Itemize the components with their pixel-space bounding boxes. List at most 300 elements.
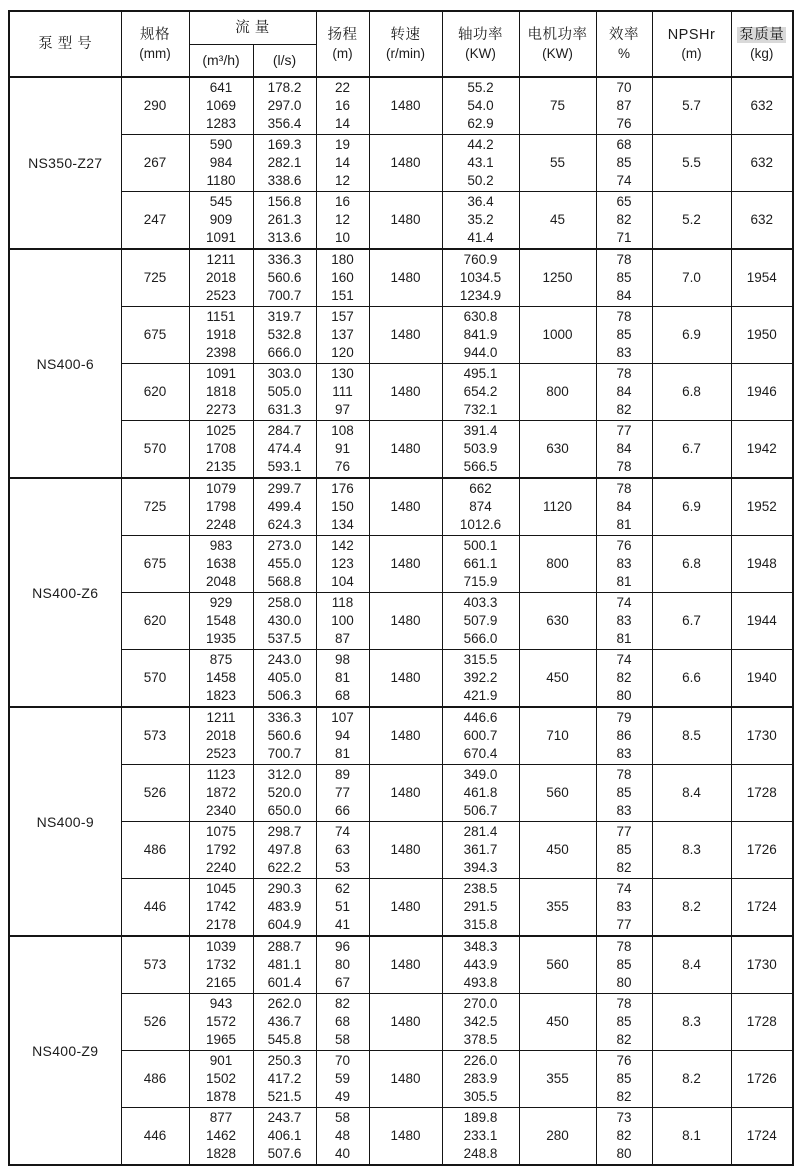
head-cell-value: 120 (331, 345, 354, 360)
speed-cell: 1480 (369, 1051, 442, 1108)
flow-ls-cell (253, 765, 316, 822)
shaft-power-cell-value: 361.7 (463, 842, 498, 857)
motor-power-cell: 355 (519, 1051, 596, 1108)
efficiency-cell (596, 822, 652, 879)
flow-m3h-cell-value: 1091 (205, 366, 237, 381)
flow-m3h-cell-value: 1828 (205, 1146, 237, 1161)
spec-cell: 486 (121, 1051, 189, 1108)
efficiency-cell-value: 81 (616, 631, 632, 646)
efficiency-cell-value: 78 (616, 996, 632, 1011)
efficiency-cell-value: 74 (616, 595, 632, 610)
head-cell (316, 707, 369, 765)
shaft-power-cell-value: 349.0 (463, 767, 498, 782)
header-shaft-power (442, 11, 519, 77)
npshr-cell: 8.5 (652, 707, 731, 765)
efficiency-cell-value: 71 (616, 230, 632, 245)
efficiency-cell-value: 85 (616, 1071, 632, 1086)
efficiency-cell-value: 78 (616, 459, 632, 474)
shaft-power-cell-value: 41.4 (467, 230, 494, 245)
spec-cell: 570 (121, 650, 189, 708)
head-cell-value: 49 (334, 1089, 351, 1104)
npshr-cell: 6.9 (652, 478, 731, 536)
shaft-power-cell-value: 233.1 (463, 1128, 498, 1143)
npshr-cell: 8.2 (652, 1051, 731, 1108)
head-cell-value: 40 (334, 1146, 351, 1161)
header-efficiency-label: 效率 (609, 26, 639, 43)
efficiency-cell-value: 76 (616, 538, 632, 553)
spec-cell: 725 (121, 249, 189, 307)
npshr-cell: 5.2 (652, 192, 731, 250)
flow-m3h-cell-value: 1572 (205, 1014, 237, 1029)
flow-ls-cell-value: 497.8 (267, 842, 302, 857)
efficiency-cell (596, 936, 652, 994)
shaft-power-cell-value: 566.5 (463, 459, 498, 474)
shaft-power-cell (442, 936, 519, 994)
motor-power-cell: 560 (519, 936, 596, 994)
flow-m3h-cell-value: 2018 (205, 728, 237, 743)
flow-ls-cell-value: 250.3 (267, 1053, 302, 1068)
flow-ls-cell-value: 273.0 (267, 538, 302, 553)
spec-row (9, 364, 793, 421)
header-speed-unit: (r/min) (386, 45, 425, 61)
flow-m3h-cell-value: 1548 (205, 613, 237, 628)
mass-cell: 1952 (731, 478, 793, 536)
speed-cell: 1480 (369, 192, 442, 250)
spec-row (9, 593, 793, 650)
head-cell-value: 100 (331, 613, 354, 628)
flow-ls-cell-value: 666.0 (267, 345, 302, 360)
efficiency-cell-value: 73 (616, 1110, 632, 1125)
header-motor-power (519, 11, 596, 77)
head-cell-value: 48 (334, 1128, 351, 1143)
shaft-power-cell-value: 1234.9 (459, 288, 502, 303)
head-cell-value: 66 (334, 803, 351, 818)
flow-m3h-cell-value: 2178 (205, 917, 237, 932)
header-npshr (652, 11, 731, 77)
flow-ls-cell-value: 169.3 (267, 137, 302, 152)
efficiency-cell-value: 77 (616, 423, 632, 438)
efficiency-cell (596, 593, 652, 650)
spec-row (9, 307, 793, 364)
shaft-power-cell-value: 43.1 (467, 155, 494, 170)
npshr-cell: 6.9 (652, 307, 731, 364)
flow-ls-cell (253, 1051, 316, 1108)
speed-cell: 1480 (369, 650, 442, 708)
head-cell (316, 936, 369, 994)
flow-ls-cell (253, 192, 316, 250)
motor-power-cell: 630 (519, 593, 596, 650)
flow-m3h-cell-value: 2135 (205, 459, 237, 474)
head-cell-value: 98 (334, 652, 351, 667)
head-cell-value: 87 (334, 631, 351, 646)
speed-cell: 1480 (369, 936, 442, 994)
flow-ls-cell-value: 319.7 (267, 309, 302, 324)
header-efficiency (596, 11, 652, 77)
flow-ls-cell-value: 499.4 (267, 499, 302, 514)
shaft-power-cell-value: 1012.6 (459, 517, 502, 532)
head-cell-value: 41 (334, 917, 351, 932)
shaft-power-cell (442, 765, 519, 822)
head-cell-value: 16 (334, 194, 351, 209)
efficiency-cell-value: 78 (616, 366, 632, 381)
efficiency-cell-value: 83 (616, 803, 632, 818)
speed-cell: 1480 (369, 1108, 442, 1166)
head-cell (316, 765, 369, 822)
spec-row (9, 879, 793, 937)
efficiency-cell-value: 79 (616, 710, 632, 725)
head-cell-value: 67 (334, 975, 351, 990)
shaft-power-cell-value: 493.8 (463, 975, 498, 990)
shaft-power-cell-value: 305.5 (463, 1089, 498, 1104)
efficiency-cell-value: 82 (616, 1128, 632, 1143)
shaft-power-cell (442, 707, 519, 765)
head-cell (316, 536, 369, 593)
flow-m3h-cell-value: 590 (209, 137, 233, 152)
efficiency-cell-value: 85 (616, 155, 632, 170)
shaft-power-cell-value: 403.3 (463, 595, 498, 610)
shaft-power-cell-value: 461.8 (463, 785, 498, 800)
motor-power-cell: 450 (519, 822, 596, 879)
flow-m3h-cell-value: 2523 (205, 288, 237, 303)
spec-row (9, 822, 793, 879)
flow-ls-cell-value: 313.6 (267, 230, 302, 245)
head-cell-value: 51 (334, 899, 351, 914)
efficiency-cell (596, 765, 652, 822)
spec-row (9, 936, 793, 994)
efficiency-cell-value: 85 (616, 842, 632, 857)
header-npshr-label: NPSHr (667, 26, 716, 43)
flow-ls-cell-value: 298.7 (267, 824, 302, 839)
flow-ls-cell-value: 303.0 (267, 366, 302, 381)
efficiency-cell-value: 74 (616, 173, 632, 188)
head-cell-value: 59 (334, 1071, 351, 1086)
header-efficiency-unit: % (617, 45, 630, 61)
head-cell-value: 14 (334, 155, 351, 170)
efficiency-cell-value: 85 (616, 327, 632, 342)
head-cell-value: 134 (331, 517, 354, 532)
speed-cell: 1480 (369, 994, 442, 1051)
flow-m3h-cell-value: 1918 (205, 327, 237, 342)
efficiency-cell-value: 78 (616, 252, 632, 267)
efficiency-cell-value: 78 (616, 481, 632, 496)
spec-cell: 526 (121, 765, 189, 822)
head-cell-value: 151 (331, 288, 354, 303)
npshr-cell: 5.7 (652, 77, 731, 135)
spec-cell: 446 (121, 879, 189, 937)
flow-ls-cell (253, 536, 316, 593)
shaft-power-cell-value: 54.0 (467, 98, 494, 113)
shaft-power-cell-value: 670.4 (463, 746, 498, 761)
shaft-power-cell-value: 291.5 (463, 899, 498, 914)
head-cell-value: 142 (331, 538, 354, 553)
flow-ls-cell (253, 249, 316, 307)
motor-power-cell: 280 (519, 1108, 596, 1166)
speed-cell: 1480 (369, 879, 442, 937)
efficiency-cell-value: 82 (616, 1032, 632, 1047)
shaft-power-cell-value: 443.9 (463, 957, 498, 972)
mass-cell: 1724 (731, 879, 793, 937)
spec-cell: 267 (121, 135, 189, 192)
shaft-power-cell (442, 364, 519, 421)
flow-m3h-cell-value: 2248 (205, 517, 237, 532)
head-cell-value: 97 (334, 402, 351, 417)
mass-cell: 1950 (731, 307, 793, 364)
efficiency-cell-value: 85 (616, 1014, 632, 1029)
npshr-cell: 6.8 (652, 364, 731, 421)
efficiency-cell-value: 78 (616, 767, 632, 782)
efficiency-cell-value: 81 (616, 574, 632, 589)
shaft-power-cell (442, 536, 519, 593)
efficiency-cell (596, 707, 652, 765)
efficiency-cell-value: 76 (616, 1053, 632, 1068)
flow-ls-cell-value: 243.0 (267, 652, 302, 667)
speed-cell: 1480 (369, 478, 442, 536)
flow-m3h-cell-value: 2273 (205, 402, 237, 417)
flow-ls-cell-value: 258.0 (267, 595, 302, 610)
flow-m3h-cell (189, 707, 253, 765)
spec-cell: 620 (121, 593, 189, 650)
efficiency-cell-value: 85 (616, 957, 632, 972)
head-cell-value: 91 (334, 441, 351, 456)
head-cell (316, 478, 369, 536)
flow-ls-cell-value: 455.0 (267, 556, 302, 571)
npshr-cell: 8.4 (652, 765, 731, 822)
head-cell (316, 1108, 369, 1166)
motor-power-cell: 1250 (519, 249, 596, 307)
flow-m3h-cell (189, 192, 253, 250)
efficiency-cell-value: 74 (616, 881, 632, 896)
mass-cell: 1948 (731, 536, 793, 593)
speed-cell: 1480 (369, 822, 442, 879)
shaft-power-cell-value: 36.4 (467, 194, 494, 209)
flow-ls-cell-value: 436.7 (267, 1014, 302, 1029)
pump-spec-table (8, 10, 794, 1166)
flow-m3h-cell-value: 1638 (205, 556, 237, 571)
flow-m3h-cell (189, 822, 253, 879)
flow-m3h-cell (189, 1108, 253, 1166)
motor-power-cell: 800 (519, 536, 596, 593)
spec-cell: 675 (121, 307, 189, 364)
spec-cell: 486 (121, 822, 189, 879)
flow-m3h-cell-value: 1039 (205, 939, 237, 954)
flow-m3h-cell (189, 1051, 253, 1108)
head-cell (316, 421, 369, 479)
shaft-power-cell-value: 378.5 (463, 1032, 498, 1047)
flow-ls-cell-value: 560.6 (267, 270, 302, 285)
flow-m3h-cell (189, 650, 253, 708)
shaft-power-cell (442, 77, 519, 135)
flow-m3h-cell (189, 994, 253, 1051)
flow-m3h-cell-value: 943 (209, 996, 233, 1011)
spec-row (9, 1051, 793, 1108)
efficiency-cell-value: 83 (616, 899, 632, 914)
speed-cell: 1480 (369, 307, 442, 364)
mass-cell: 1728 (731, 765, 793, 822)
flow-ls-cell-value: 417.2 (267, 1071, 302, 1086)
flow-ls-cell-value: 601.4 (267, 975, 302, 990)
flow-ls-cell-value: 338.6 (267, 173, 302, 188)
shaft-power-cell-value: 270.0 (463, 996, 498, 1011)
efficiency-cell-value: 87 (616, 98, 632, 113)
flow-ls-cell-value: 474.4 (267, 441, 302, 456)
shaft-power-cell-value: 35.2 (467, 212, 494, 227)
head-cell-value: 96 (334, 939, 351, 954)
mass-cell: 1724 (731, 1108, 793, 1166)
shaft-power-cell-value: 189.8 (463, 1110, 498, 1125)
efficiency-cell-value: 85 (616, 785, 632, 800)
flow-m3h-cell-value: 1872 (205, 785, 237, 800)
mass-cell: 1730 (731, 936, 793, 994)
flow-ls-cell-value: 568.8 (267, 574, 302, 589)
spec-cell: 573 (121, 936, 189, 994)
flow-m3h-cell (189, 936, 253, 994)
spec-cell: 247 (121, 192, 189, 250)
head-cell-value: 123 (331, 556, 354, 571)
spec-row (9, 135, 793, 192)
flow-ls-cell-value: 284.7 (267, 423, 302, 438)
npshr-cell: 6.6 (652, 650, 731, 708)
flow-m3h-cell (189, 593, 253, 650)
flow-m3h-cell-value: 929 (209, 595, 233, 610)
efficiency-cell-value: 78 (616, 309, 632, 324)
spec-cell: 573 (121, 707, 189, 765)
flow-m3h-cell-value: 1732 (205, 957, 237, 972)
efficiency-cell-value: 83 (616, 556, 632, 571)
efficiency-cell-value: 82 (616, 670, 632, 685)
shaft-power-cell-value: 421.9 (463, 688, 498, 703)
head-cell (316, 135, 369, 192)
flow-m3h-cell-value: 1045 (205, 881, 237, 896)
mass-cell: 1726 (731, 822, 793, 879)
flow-ls-cell-value: 290.3 (267, 881, 302, 896)
spec-row (9, 192, 793, 250)
head-cell-value: 22 (334, 80, 351, 95)
flow-ls-cell-value: 560.6 (267, 728, 302, 743)
efficiency-cell (596, 421, 652, 479)
motor-power-cell: 800 (519, 364, 596, 421)
flow-m3h-cell (189, 249, 253, 307)
speed-cell: 1480 (369, 364, 442, 421)
flow-ls-cell-value: 312.0 (267, 767, 302, 782)
efficiency-cell-value: 65 (616, 194, 632, 209)
head-cell-value: 16 (334, 98, 351, 113)
efficiency-cell-value: 85 (616, 270, 632, 285)
motor-power-cell: 1120 (519, 478, 596, 536)
flow-ls-cell-value: 178.2 (267, 80, 302, 95)
flow-m3h-cell-value: 1742 (205, 899, 237, 914)
shaft-power-cell-value: 55.2 (467, 80, 494, 95)
shaft-power-cell-value: 348.3 (463, 939, 498, 954)
spec-row (9, 478, 793, 536)
efficiency-cell-value: 84 (616, 441, 632, 456)
efficiency-cell-value: 77 (616, 917, 632, 932)
shaft-power-cell-value: 506.7 (463, 803, 498, 818)
flow-m3h-cell-value: 1025 (205, 423, 237, 438)
mass-cell: 632 (731, 192, 793, 250)
flow-ls-cell (253, 707, 316, 765)
flow-ls-cell-value: 483.9 (267, 899, 302, 914)
shaft-power-cell-value: 566.0 (463, 631, 498, 646)
head-cell (316, 364, 369, 421)
header-spec-label: 规格 (140, 26, 170, 43)
head-cell-value: 160 (331, 270, 354, 285)
shaft-power-cell (442, 1108, 519, 1166)
head-cell-value: 74 (334, 824, 351, 839)
efficiency-cell (596, 879, 652, 937)
motor-power-cell: 450 (519, 650, 596, 708)
head-cell (316, 593, 369, 650)
shaft-power-cell-value: 1034.5 (459, 270, 502, 285)
flow-ls-cell-value: 505.0 (267, 384, 302, 399)
flow-m3h-cell-value: 2398 (205, 345, 237, 360)
shaft-power-cell (442, 478, 519, 536)
flow-ls-cell-value: 650.0 (267, 803, 302, 818)
spec-row (9, 77, 793, 135)
flow-m3h-cell-value: 1502 (205, 1071, 237, 1086)
npshr-cell: 6.8 (652, 536, 731, 593)
flow-m3h-cell-value: 2165 (205, 975, 237, 990)
shaft-power-cell (442, 1051, 519, 1108)
efficiency-cell-value: 83 (616, 746, 632, 761)
efficiency-cell-value: 83 (616, 345, 632, 360)
shaft-power-cell-value: 62.9 (467, 116, 494, 131)
efficiency-cell (596, 192, 652, 250)
shaft-power-cell-value: 841.9 (463, 327, 498, 342)
flow-ls-cell (253, 994, 316, 1051)
flow-m3h-cell-value: 1798 (205, 499, 237, 514)
efficiency-cell-value: 80 (616, 975, 632, 990)
mass-cell: 1940 (731, 650, 793, 708)
efficiency-cell (596, 135, 652, 192)
flow-ls-cell-value: 506.3 (267, 688, 302, 703)
flow-m3h-cell (189, 478, 253, 536)
head-cell-value: 10 (334, 230, 351, 245)
shaft-power-cell (442, 650, 519, 708)
efficiency-cell (596, 77, 652, 135)
head-cell-value: 94 (334, 728, 351, 743)
efficiency-cell (596, 307, 652, 364)
speed-cell: 1480 (369, 421, 442, 479)
head-cell-value: 176 (331, 481, 354, 496)
npshr-cell: 8.3 (652, 822, 731, 879)
efficiency-cell (596, 1108, 652, 1166)
pump-model-cell: NS350-Z27 (9, 77, 121, 249)
flow-m3h-cell (189, 421, 253, 479)
head-cell (316, 77, 369, 135)
table-body (9, 77, 793, 1165)
flow-ls-cell-value: 243.7 (267, 1110, 302, 1125)
shaft-power-cell-value: 654.2 (463, 384, 498, 399)
pump-model-cell: NS400-Z9 (9, 936, 121, 1165)
flow-ls-cell (253, 879, 316, 937)
mass-cell: 1954 (731, 249, 793, 307)
npshr-cell: 7.0 (652, 249, 731, 307)
efficiency-cell-value: 81 (616, 517, 632, 532)
head-cell-value: 77 (334, 785, 351, 800)
flow-ls-cell (253, 1108, 316, 1166)
flow-ls-cell-value: 481.1 (267, 957, 302, 972)
flow-ls-cell-value: 700.7 (267, 746, 302, 761)
flow-m3h-cell-value: 641 (209, 80, 233, 95)
header-flow: 流 量 (189, 11, 316, 45)
flow-m3h-cell-value: 1283 (205, 116, 237, 131)
shaft-power-cell-value: 44.2 (467, 137, 494, 152)
speed-cell: 1480 (369, 707, 442, 765)
header-mass-unit: (kg) (750, 45, 774, 61)
speed-cell: 1480 (369, 77, 442, 135)
head-cell-value: 89 (334, 767, 351, 782)
flow-ls-cell-value: 282.1 (267, 155, 302, 170)
